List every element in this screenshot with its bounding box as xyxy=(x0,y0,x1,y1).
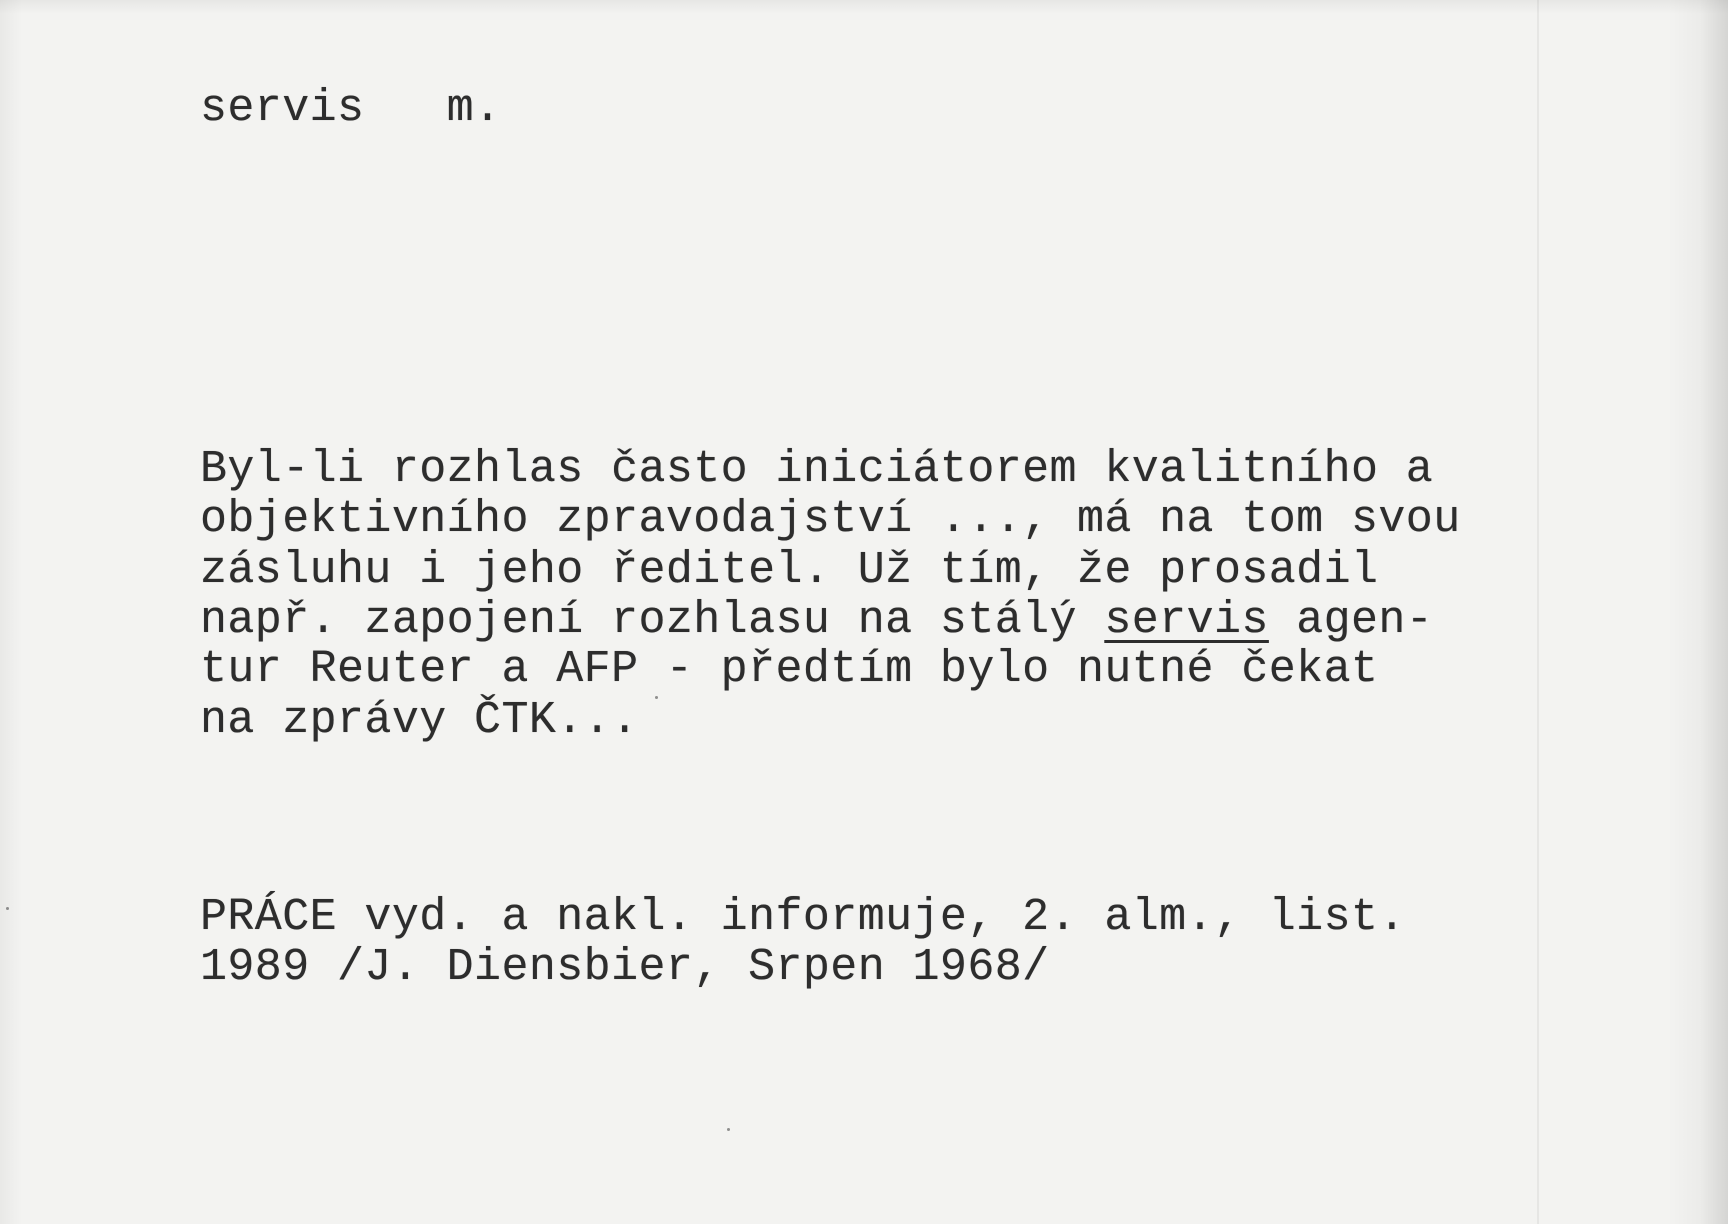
underlined-keyword: servis xyxy=(1104,595,1269,646)
citation-line: 1989 /J. Diensbier, Srpen 1968/ xyxy=(200,942,1050,993)
headword: servis m. xyxy=(200,83,502,134)
quote-line: objektivního zpravodajství ..., má na tom svou xyxy=(200,494,1461,545)
quote-text: agen- xyxy=(1268,595,1434,646)
quote-line: Byl-li rozhlas často iniciátorem kvalitního a xyxy=(200,444,1434,495)
quote-line: zásluhu i jeho ředitel. Už tím, že prosadil xyxy=(200,545,1379,596)
card-edge-shadow xyxy=(1700,0,1728,1224)
quote-text: např. zapojení rozhlasu na stálý xyxy=(200,595,1105,646)
quote-line xyxy=(200,596,1433,646)
paper-speck xyxy=(6,907,9,910)
quote-line: na zprávy ČTK... xyxy=(200,695,639,746)
card-fold-line xyxy=(1537,0,1539,1224)
paper-speck xyxy=(727,1128,730,1131)
quote-line: tur Reuter a AFP - předtím bylo nutné čekat xyxy=(200,644,1379,695)
paper-speck xyxy=(655,696,658,699)
citation-line: PRÁCE vyd. a nakl. informuje, 2. alm., list. xyxy=(200,892,1406,943)
